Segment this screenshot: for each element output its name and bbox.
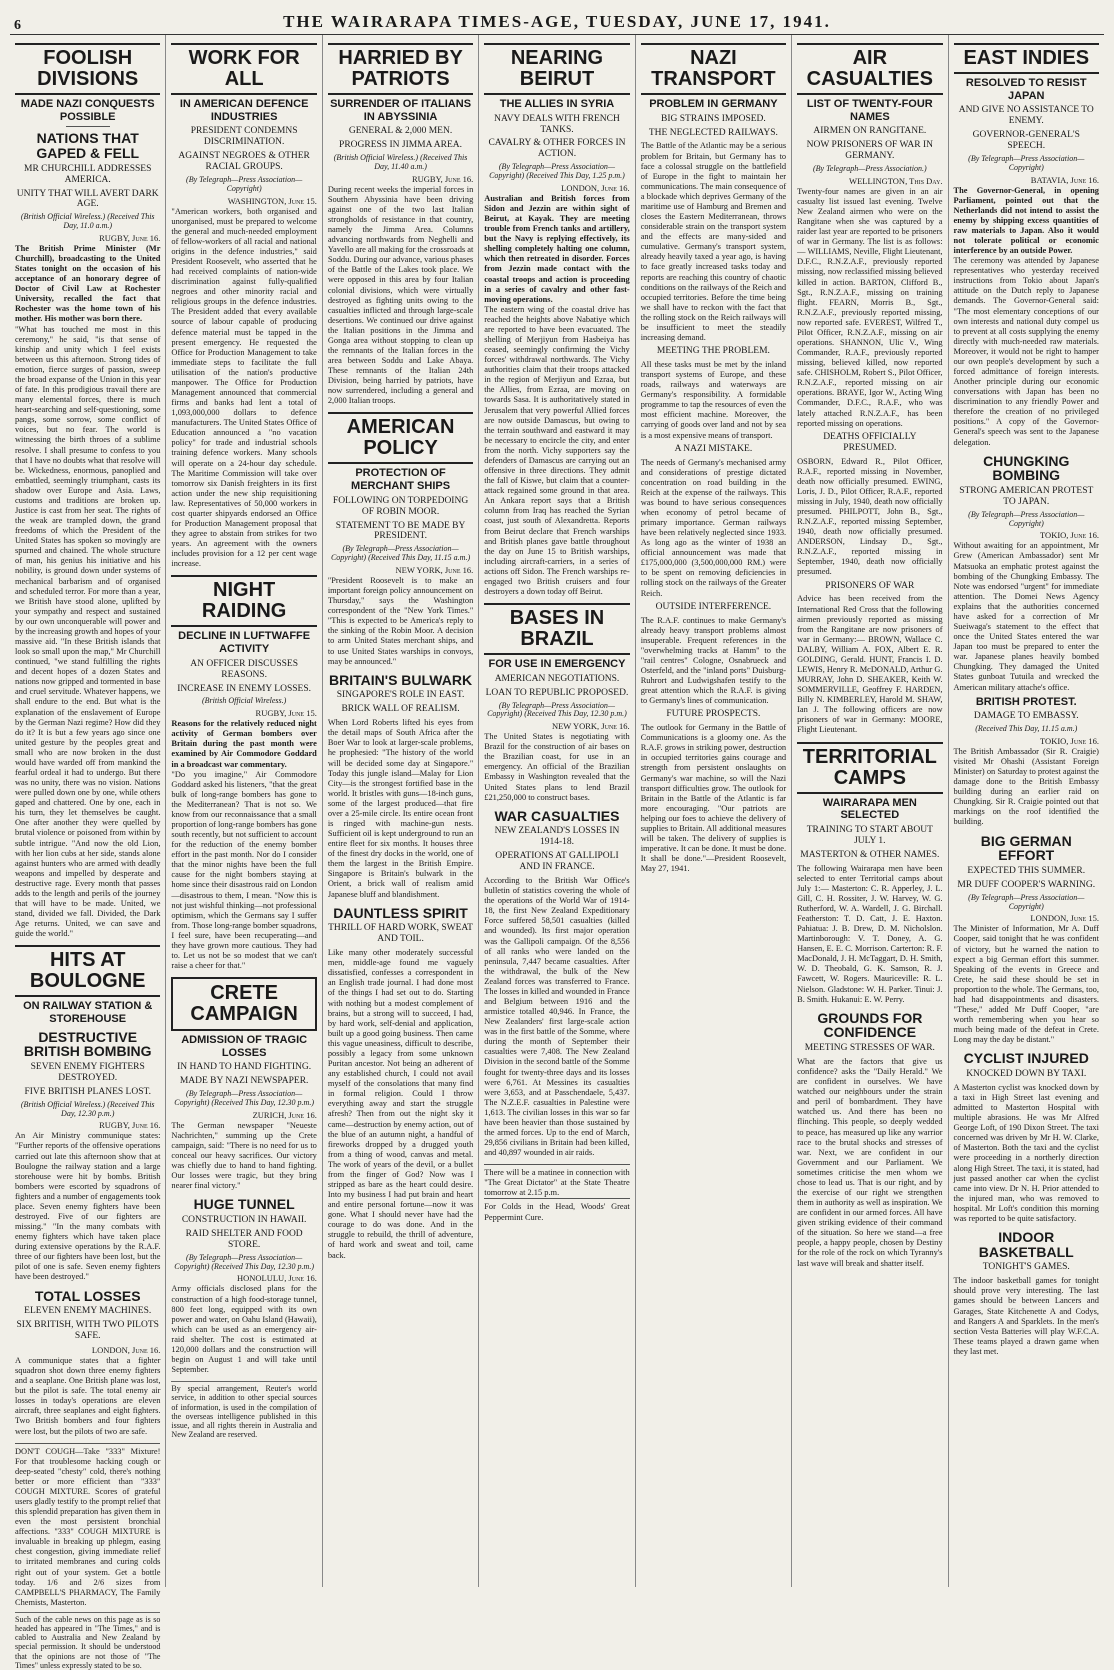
- dateline: HONOLULU, June 16.: [236, 1273, 317, 1284]
- section-heading: DEATHS OFFICIALLY PRESUMED.: [823, 431, 917, 453]
- headline: WAR CASUALTIES: [494, 807, 620, 824]
- subheadline: TRAINING TO START ABOUT JULY 1.: [806, 824, 933, 846]
- headline: AMERICAN POLICY: [328, 412, 473, 464]
- subheadline: TONIGHT'S GAMES.: [982, 1262, 1070, 1273]
- subheadline: GOVERNOR-GENERAL'S SPEECH.: [972, 130, 1080, 152]
- headline: NIGHT RAIDING: [171, 575, 316, 627]
- dateline: RUGBY, June 16.: [99, 232, 161, 243]
- subheadline: FIVE BRITISH PLANES LOST.: [24, 1086, 151, 1097]
- subheadline: AIRMEN ON RANGITANE.: [813, 126, 927, 137]
- article-night-raiding: [171, 575, 316, 971]
- subheadline: CAVALRY & OTHER FORCES IN ACTION.: [488, 138, 626, 160]
- article-harried-by-patriots: [328, 43, 473, 406]
- section-heading: A NAZI MISTAKE.: [674, 443, 753, 454]
- column-3: [323, 35, 479, 1587]
- dateline: ZURICH, June 16.: [252, 1109, 317, 1120]
- headline: CHUNGKING BOMBING: [983, 452, 1070, 484]
- article-body: The following Wairarapa men have been selected to enter Territorial camps about July 1:— Masterton: C. R. Apperley, J. L. Gill, C. H. Rossiter, J. W. Harvey, W. G. Rutherford, W. A. Wardell, J. G. Birchall. Featherston: T. D. Catt, J. E. Haxton. Pahiatua: J. B. Drew, D. M. Nicholslon. Martinborough: V. T. Doney, A. G. Hansen, E. E. C. Morrison. Carterton: R. F. MacDonald, J. H. McTaggart, D. H. Smith, W. D. Theobald, G. K. Samson, R. J. Fawcett, W. Rogers. Mauriceville: R. L. Nielson. Gladstone: W. H. Parker. Tinui: J. B. Smith. Hukanui: E. W. Perry.: [797, 863, 943, 1004]
- article-huge-tunnel: [171, 1197, 316, 1375]
- credit-line: (By Telegraph—Press Association—Copyright) (Received This Day, 12.30 p.m.): [487, 700, 627, 719]
- column-2: [166, 35, 322, 1587]
- subheadline: PROTECTION OF MERCHANT SHIPS: [351, 467, 451, 493]
- article-cyclist-injured: [954, 1051, 1099, 1224]
- credit-line: (British Official Wireless.): [201, 696, 287, 706]
- dateline: WASHINGTON, June 15.: [227, 195, 317, 206]
- dateline: BATAVIA, June 16.: [1030, 174, 1099, 185]
- advertisement: For Colds in the Head, Woods' Great Peppermint Cure.: [484, 1198, 629, 1222]
- article-body: "American workers, both organised and unorganised, must be prepared to welcome the general and much-needed employment of fellow-workers of all racial and national origins in the defence industries," said President Roosevelt, who asserted that he had received complaints of nation-wide discrimination against fully-qualified negroes and other minority racial and religious groups in the defence industries. The President added that every available source of labour capable of producing defence material must be tapped in the present emergency. He requested the Office for Production Management to take immediate steps to facilitate the full utilisation of the nation's productive manpower. The Office for Production Management announced that commercial firms and banks had lent a total of 1,093,000,000 dollars to defence manufacturers. The United States Office of Education announced a "no vacation policy" for trade and industrial schools training defence workers. Many schools will operate on a 24-hour day schedule. The Maritime Commission will take over tomorrow six Danish freighters in its first action under the new ship requisitioning law. Representatives of 50,000 workers in cost quarter shipyards endorsed an Office for Production Management proposal that they agree to abstain from strikes for two years. An agreement with the owners includes provision for a 12 per cent wage increase.: [171, 206, 317, 569]
- article-body: Like many other moderately successful men, middle-age found me vaguely dissatisfied, confesses a correspondent in an English trade journal. I had done most of the things I had set out to do. Starting with nothing but a modest complement of brains, but a strong will to succeed, I had, by hard work, self-denial and application, built up a good going business. Then came this vague uneasiness, difficult to describe, possibly a legacy from some unknown Puritan ancestor. Not being an adherent of any established church, I could not avail myself of the consolations that many find in formal religion. Could I throw everything away and start the struggle afresh? Then from out the night sky it came—destruction by enemy action, out of the blue of an autumn night, a handful of fireworks dropped by a drugged youth from a thing of wood, canvas and metal. The work of years of the devil, or a bullet from the finger of God? Now was I stripped as bare as the heart could desire. Into my business I had put brain and heart and entire personal fortune—now it was gone. What I should never have had the courage to do was done. And in the struggle to rebuild, the thrill of adventure, of hard work and sweat and toil, came back.: [327, 948, 474, 1260]
- subheadline: ON RAILWAY STATION & STOREHOUSE: [23, 1000, 153, 1025]
- subheadline: KNOCKED DOWN BY TAXI.: [966, 1069, 1087, 1079]
- credit-line: (By Telegraph—Press Association—Copyright): [968, 153, 1085, 172]
- subheadline: RAID SHELTER AND FOOD STORE.: [185, 1229, 303, 1250]
- article-body: All these tasks must be met by the inland transport systems of Europe, and these roads, railways and waterways are Germany's responsibility. A formidable programme to tap the resources of even the most efficient machine. Moreover, the carrying of goods over land and not by sea is a most expensive means of transport.: [640, 359, 787, 440]
- dateline: NEW YORK, June 16.: [551, 721, 630, 732]
- dateline: WELLINGTON, This Day.: [849, 175, 943, 186]
- article-total-losses: [15, 1289, 160, 1437]
- headline: BIG GERMAN EFFORT: [980, 832, 1072, 864]
- newspaper-title: THE WAIRARAPA TIMES-AGE, TUESDAY, JUNE 17, 1941.: [283, 12, 831, 31]
- subheadline: MADE NAZI CONQUESTS POSSIBLE: [20, 98, 155, 123]
- subheadline: BIG STRAINS IMPOSED.: [661, 113, 766, 124]
- subheadline: AND GIVE NO ASSISTANCE TO ENEMY.: [958, 105, 1094, 127]
- dateline: LONDON, June 16.: [561, 182, 630, 193]
- headline: INDOOR BASKETBALL: [978, 1229, 1074, 1260]
- article-body: Twenty-four names are given in an air casualty list issued last evening. Twelve New Zealand airmen who were on the Rangitane when she was captured by a raider last year are reported to be prisoners of war in Germany. The list is as follows:— WILLIAMS, Neville, Flight Lieutenant, D.F.C., R.N.Z.A.F., previously reported missing, now reclassified missing believed killed in action. BARTON, Clifford B., Sgt., R.N.Z.A.F., missing on training flight. FEARN, Morris B., Sgt., R.N.Z.A.F., previously reported missing, now reported safe. EVEREST, Wilfred T., Pilot Officer, R.N.Z.A.F., missing on air operations. SHANNON, Ulic V., Wing Commander, R.A.F., previously reported missing, believed killed, now reported safe. CHISHOLM, Robert S., Pilot Officer, R.N.Z.A.F., reported missing on air operations. BRAYE, Igor W., Acting Wing Commander, D.F.C., R.A.F., who was lately attached R.N.Z.A.F., has been reported missing on operations.: [797, 186, 943, 428]
- credit-line: (British Official Wireless.) (Received This Day, 11.0 a.m.): [20, 212, 155, 231]
- subheadline: STRONG AMERICAN PROTEST TO JAPAN.: [959, 485, 1094, 507]
- headline: HARRIED BY PATRIOTS: [328, 43, 473, 95]
- subheadline: INCREASE IN ENEMY LOSSES.: [177, 683, 311, 694]
- subheadline: DECLINE IN LUFTWAFFE ACTIVITY: [178, 630, 311, 656]
- headline: WORK FOR ALL: [171, 43, 316, 95]
- article-nazi-transport: [641, 43, 786, 874]
- article-hits-at-boulogne: [15, 945, 160, 1282]
- article-indoor-basketball: [954, 1230, 1099, 1357]
- article-lead: Reasons for the relatively reduced night activity of German bombers over Britain during the past month were examined by Air Commodore Goddard in a broadcast war commentary.: [171, 719, 317, 769]
- subheadline: THE NEGLECTED RAILWAYS.: [648, 127, 778, 138]
- subheadline: STATEMENT TO BE MADE BY PRESIDENT.: [335, 520, 466, 542]
- column-5: [636, 35, 792, 1587]
- columns: [10, 35, 1104, 1670]
- subheadline: MR DUFF COOPER'S WARNING.: [957, 879, 1096, 890]
- copyright-note: By special arrangement, Reuter's world service, in addition to other special sources of information, is used in the compilation of the overseas intelligence published in this issue, and all rights therein in Australia and New Zealand are reserved.: [171, 1381, 316, 1439]
- subheadline: DAMAGE TO EMBASSY.: [973, 711, 1079, 722]
- headline: CRETE CAMPAIGN: [171, 977, 316, 1031]
- section-heading: FUTURE PROSPECTS.: [666, 709, 761, 720]
- subheadline: PRESIDENT CONDEMNS DISCRIMINATION.: [190, 126, 298, 148]
- subheadline: UNITY THAT WILL AVERT DARK AGE.: [16, 188, 159, 210]
- headline: HUGE TUNNEL: [193, 1196, 295, 1213]
- article-body: "Do you imagine," Air Commodore Goddard asked his listeners, "that the great bulk of long-range bombers has gone to the Mediterranean? That is not so. We know from our reconnaissance that a small proportion of long-range bombers has gone south recently, but not sufficient to account for the reduction of the enemy bomber effort in the past month. Nor do I consider that the minor nights have been the full cause for the night bombers staying at home since their disastrous raid on London—disastrous to them, I mean. "Now this is not just wishful thinking—not professional optimism, which the Germans say I suffer from. Those long-range bomber squadrons, I feel sure, have been recuperating—and they have grown more cautious. They had to. Let us not be so modest that we can't raise a cheer for that.": [171, 769, 317, 971]
- article-bases-in-brazil: [484, 603, 629, 803]
- subheadline: FOLLOWING ON TORPEDOING OF ROBIN MOOR.: [332, 495, 469, 517]
- divider: [66, 126, 110, 127]
- article-body: The Battle of the Atlantic may be a serious problem for Britain, but Germany has to face a colossal struggle on the battlefield of Europe in the fight to maintain her communications. The main consequence of a blockade which deprives Germany of the maritime use of Hamburg and Bremen and closes the Eastern Mediterranean, throws considerable strain on the transport system and the effects are many-sided and cumulative. Germany's transport system, already heavily taxed a year ago, is having to face greatly increased tasks today and reports are reaching this country of chaotic conditions on the railways of the Reich and occupied territories. Before the time being we shall have to reckon with the fact that the rolling stock on the Reich railways will be insufficient to meet the steadily increasing demand.: [640, 141, 787, 342]
- headline: TOTAL LOSSES: [34, 1287, 141, 1304]
- headline: TERRITORIAL CAMPS: [797, 742, 942, 794]
- article-body: A communique states that a fighter squadron shot down three enemy fighters and a seaplane. One British plane was lost, but the pilot is safe. The total enemy air losses in today's operations are eleven aircraft, three seaplanes and eight fighters. Two British bombers and four fighters were lost, but the pilots of two are safe.: [15, 1355, 161, 1436]
- subheadline: AN OFFICER DISCUSSES REASONS.: [190, 658, 298, 680]
- subheadline: RESOLVED TO RESIST JAPAN: [965, 77, 1087, 102]
- column-1: [10, 35, 166, 1670]
- headline: GROUNDS FOR CONFIDENCE: [817, 1009, 923, 1041]
- subheadline: ADMISSION OF TRAGIC LOSSES: [181, 1034, 308, 1059]
- credit-line: (British Official Wireless.) (Received This Day, 11.40 a.m.): [333, 153, 468, 171]
- article-body: Army officials disclosed plans for the construction of a high food-storage tunnel, 800 feet long, equipped with its own power and water, on Oahu Island (Hawaii), which can be used as an emergency air-raid shelter. The cost is estimated at 120,000 dollars and the construction will begin on August 1 and will take until September.: [171, 1284, 317, 1375]
- article-body: The R.A.F. continues to make Germany's already heavy transport problems almost insuperable. Frequent references in the "overwhelming tracks at Hamm" to the "rail centres" Cologne, Osnabrueck and Osterfeld, and the "inland ports" Duisburg-Ruhrort and Ludwigshafen testify to the great attention which the R.A.F. is giving to Germany's lines of communication.: [640, 615, 787, 706]
- dateline: RUGBY, June 16.: [99, 1120, 161, 1131]
- article-body: What are the factors that give us confidence? asks the "Daily Herald." We are confident in ourselves. We have watched our neighbours under the strain and peril of bombardment. They have watched us. And there has been no flinching. This people, so deeply wedded to peace, has measured up like any warrior race to the brutal shocks and stresses of war. Next, we are confident in our Government and our Parliament. We sometimes criticise the men whom we chose to lead us. That is our right, and by the exercise of our right we strengthen them in authority as well as inspiration. We are confident in our armed forces. All have given striking evidence of their command of the situation. So here we stand—a free people, a happy people, chosen by Destiny for the role of the rock on which Tyranny's last wave will break and shatter itself.: [797, 1056, 943, 1268]
- credit-line: (By Telegraph—Press Association—Copyright) (Received This Day, 12.30 p.m.): [174, 1252, 314, 1271]
- notice: There will be a matinee in connection with "The Great Dictator" at the State Theatre tomorrow at 2.15 p.m.: [484, 1164, 629, 1198]
- credit-line: (Received This Day, 11.15 a.m.): [975, 724, 1078, 734]
- article-body: The United States is negotiating with Brazil for the construction of air bases on the Brazilian coast, for use in an emergency. An official of the Brazilian Embassy in Washington revealed that the United States plans to lend Brazil £21,250,000 to construct bases.: [484, 732, 630, 802]
- article-east-indies: [954, 43, 1099, 448]
- credit-line: (By Telegraph—Press Association—Copyright) (Received This Day, 12.30 p.m.): [174, 1089, 314, 1108]
- subheadline: MADE BY NAZI NEWSPAPER.: [179, 1076, 309, 1087]
- subheadline: WAIRARAPA MEN SELECTED: [822, 796, 917, 822]
- subheadline: CONSTRUCTION IN HAWAII.: [181, 1215, 307, 1226]
- article-lead: The British Prime Minister (Mr Churchill), broadcasting to the United States tonight on the occasion of his acceptance of an honorary degree of Doctor of Civil Law at Rochester University, recalled the fact that Rochester was the home town of his mother. His mother was born there.: [15, 243, 161, 324]
- section-heading: MEETING THE PROBLEM.: [656, 346, 770, 357]
- subheadline: NOW PRISONERS OF WAR IN GERMANY.: [806, 140, 933, 162]
- credit-line: (By Telegraph—Press Association—Copyright): [186, 174, 303, 193]
- article-big-german-effort: [954, 834, 1099, 1046]
- subheadline: IN HAND TO HAND FIGHTING.: [177, 1062, 312, 1073]
- article-body: The ceremony was attended by Japanese representatives who yesterday received instructions from Tokio about Japan's attitude on the Dutch reply to Japanese demands. The Governor-General said: "The most elementary conceptions of our own interests and national duty compel us to prevent at all costs supplying the enemy directly with much-needed raw materials. Moreover, it would not be right to hamper our own people's development by such a forced admittance of foreign interests. Another principle during our economic conversations with Japan has been no discrimination to any friendly Power and therefore the creation of no privileged positions." A copy of the Governor-General's speech was sent to the Japanese delegation.: [953, 256, 1099, 447]
- subheadline: NATIONS THAT GAPED & FELL: [36, 130, 140, 161]
- subheadline: PROBLEM IN GERMANY: [649, 98, 778, 110]
- headline: FOOLISH DIVISIONS: [15, 43, 160, 95]
- article-body: A Masterton cyclist was knocked down by a taxi in High Street last evening and admitted to Masterton Hospital with multiple abrasions. He was Mr Alfred George Loft, of 190 Dixon Street. The taxi concerned was driven by Mr H. W. Clarke, of Masterton. Both the taxi and the cyclist were proceeding in a northerly direction along High Street. The taxi, it is stated, had just passed another car when the cyclist came into view. Dr N. H. Prior attended to the injured man, who was removed to hospital. Mr Loft's condition this morning was reported to be quite satisfactory.: [953, 1082, 1099, 1223]
- article-body: The German newspaper "Neueste Nachrichten," summing up the Crete campaign, said: "There is no need for us to conceal our heavy sacrifices. Our victory was chiefly due to hand to hand fighting. Our losses were tragic, but they bring nearer final victory.": [171, 1120, 317, 1191]
- article-body: "President Roosevelt is to make an important foreign policy announcement on Thursday," says the Washington correspondent of the "New York Times." "This is expected to be America's reply to the sinking of the Robin Moor. A decision to arm United States merchant ships, and to use United States warships in convoys, may be announced.": [327, 576, 474, 666]
- headline: NAZI TRANSPORT: [641, 43, 786, 95]
- headline: AIR CASUALTIES: [797, 43, 942, 95]
- subheadline: THE ALLIES IN SYRIA: [499, 98, 615, 110]
- dateline: TOKIO, June 16.: [1040, 530, 1099, 541]
- article-body: During recent weeks the imperial forces in Southern Abyssinia have been driving against one of the two last Italian strongholds of resistance in that country, namely the Jimma Area. Columns advancing northwards from Neghelli and Yavello are all making for the crossroads at Soddu. During our advance, various phases of the Battle of the Lakes took place. We were opposed in this area by four Italian colonial divisions, which were virtually destroyed as fighting units owing to the casualties inflicted and through large-scale desertions. We continued our drive against the Italian positions in the Jimma and Gonga area without stopping to clean up the remnants of the Italian forces in the area between Soddu and Lake Abaya. These remnants of the Italian 24th Division, being harried by patriots, have now surrendered, including a general and 2,000 Italian troops.: [327, 184, 474, 406]
- credit-line: (British Official Wireless.) (Received This Day, 12.30 p.m.): [20, 1099, 155, 1118]
- subheadline: LIST OF TWENTY-FOUR NAMES: [806, 98, 933, 123]
- article-territorial-camps: [797, 742, 942, 1005]
- article-dauntless-spirit: [328, 906, 473, 1261]
- dateline: RUGBY, June 15.: [255, 708, 317, 719]
- article-body: According to the British War Office's bulletin of statistics covering the whole of the operations of the World War of 1914-18, the first New Zealand Expeditionary Force suffered 58,501 casualties (killed and wounded). Its first major operation was the Gallipoli campaign. Of the 8,556 of all ranks who were landed on the peninsula, 7,447 became casualties. After the withdrawal, the bulk of the New Zealand forces was transferred to France. The losses in killed and wounded in France and Belgium between 1916 and the armistice totalled 40,946. In France, the New Zealanders' first large-scale action was in the first battle of the Somme, where during the month of September their casualties were 7,408. The New Zealand Division in the second battle of the Somme fought for twenty-three days and its losses were 6,761. At Messines its casualties were 3,653, and at Passchendaele, 5,437. The N.Z.E.F. casualties in Palestine were 1,613. The civilian losses in this war so far have been heavier than those sustained by the armed forces. Up to the end of March, 29,856 civilians in Britain had been killed, and 40,897 wounded in air raids.: [484, 876, 630, 1158]
- article-foolish-divisions: [15, 43, 160, 939]
- headline: CYCLIST INJURED: [963, 1050, 1089, 1067]
- subheadline: MR CHURCHILL ADDRESSES AMERICA.: [24, 163, 152, 185]
- column-6: [792, 35, 948, 1587]
- article-body: An Air Ministry communique states: "Further reports of the offensive operations carried out late this afternoon show that at Boulogne the railway station and a large storehouse were hit by bombs. British bombers were escorted by squadrons of fighters and a number of engagements took place. Seven enemy fighters have been destroyed. Five of our fighters are missing." "In the many combats with enemy fighters which have taken place during extensive operations by the R.A.F. three of our fighters have been lost, but the pilot of one is safe. Seven enemy fighters have been destroyed.": [15, 1131, 161, 1282]
- article-britains-bulwark: [328, 673, 473, 900]
- subheadline: SINGAPORE'S ROLE IN EAST.: [336, 690, 465, 701]
- article-body: When Lord Roberts lifted his eyes from the detail maps of South Africa after the Boer War to look at larger-scale problems, he prophesied: "The history of the world will be decided some day at Singapore." Today this jungle island—Malay for Lion City—is the strongest fortified base in the world. It bristles with guns—18-inch guns, some of the largest produced—that fire over a 25-mile circle. Its entire ocean front is ringed with machine-gun nests. Sufficient oil is kept underground to run an entire fleet for six months. It houses three of the finest dry docks in the world, one of them the largest in the British Empire. Singapore is Britain's bulwark in the Orient, a brick wall of realism amid Japanese bluff and blandishment.: [327, 718, 474, 899]
- headline: BASES IN BRAZIL: [484, 603, 629, 655]
- article-air-casualties: [797, 43, 942, 736]
- masthead: [10, 0, 1104, 35]
- column-7: [949, 35, 1104, 1587]
- dateline: RUGBY, June 16.: [411, 173, 474, 184]
- article-body: The outlook for Germany in the Battle of Communications is a gloomy one. As the R.A.F. grows in striking power, destruction in occupied territories gains courage and strength from persistent onslaughts on Germany's war machine, so will the Nazi transport difficulties grow. The outlook for Britain in the Battle of the Atlantic is far more encouraging. "Our patriots are helping our foes to achieve the delivery of supplies to Britain. All additional measures will be taken. The delivery of supplies is imperative. It can be done. It must be done. It shall be done."—President Roosevelt, May 27, 1941.: [640, 723, 787, 874]
- subheadline: SEVEN ENEMY FIGHTERS DESTROYED.: [30, 1061, 145, 1083]
- subheadline: SURRENDER OF ITALIANS IN ABYSSINIA: [330, 98, 472, 123]
- subheadline: MASTERTON & OTHER NAMES.: [800, 849, 940, 860]
- subheadline: IN AMERICAN DEFENCE INDUSTRIES: [179, 98, 309, 123]
- headline: EAST INDIES: [954, 43, 1099, 74]
- copyright-note: Such of the cable news on this page as is so headed has appeared in "The Times," and is cabled to Australia and New Zealand by special permission. It should be understood that the opinions are not those of "The Times" unless expressly stated to be so.: [15, 1612, 160, 1670]
- subheadline: AGAINST NEGROES & OTHER RACIAL GROUPS.: [178, 151, 310, 173]
- headline: HITS AT BOULOGNE: [15, 945, 160, 997]
- article-work-for-all: [171, 43, 316, 569]
- subheadline: NEW ZEALAND'S LOSSES IN 1914-18.: [494, 826, 620, 848]
- column-4: [479, 35, 635, 1587]
- article-crete-campaign: [171, 977, 316, 1191]
- article-nearing-beirut: [484, 43, 629, 597]
- subheadline: BRICK WALL OF REALISM.: [341, 704, 460, 715]
- article-body: The eastern wing of the coastal drive has reached the heights above Nabatiye which are reported to have been evacuated. The shelling of Merjiyun from Hasbeiya has ceased, seemingly confirming the Vichy forces' withdrawal northwards. The Vichy authorities claim that their troops attacked in the region of Merjiyun and Ezraa, but the Allies, from Ezraa, are moving on towards Sasa. It is authoritatively stated in Jerusalem that very powerful Allied forces are now outside Damascus, but owing to the terrain southward and eastward it may be necessary to encircle the city, and enter from the north. Vichy supporters say the defenders of Damascus are carrying out an offensive in three directions. They admit the fall of Kiswe, but claim that a counter-attack regained some ground in that area. An Ankara report says that a British column from Iraq has reached the Syrian coast, just south of Alexandretta. Reports from Beirut declare that French warships and British planes gave battle throughout the day on June 15 to British warships, including aircraft-carriers, in a series of actions off Sidon. The French warships re-engaged two British cruisers and four destroyers a down today off Beirut.: [484, 304, 630, 596]
- subheadline: EXPECTED THIS SUMMER.: [967, 865, 1086, 876]
- article-war-casualties: [484, 809, 629, 1159]
- dateline: NEW YORK, June 16.: [395, 565, 474, 575]
- article-american-policy: [328, 412, 473, 666]
- subheadline: SIX BRITISH, WITH TWO PILOTS SAFE.: [16, 1320, 159, 1342]
- article-body: Without awaiting for an appointment, Mr Grew (American Ambassador) sent Mr Matsuoka an emphatic protest against the bombing of the Chungking Embassy. The Note was endorsed "urgent" for immediate attention. The Domei News Agency explains that the authorities concerned have asked for a correction of Mr Sueiwaga's statement to the effect that once the United States entered the war Japan too must be prepared to enter the war. Japanese planes heavily bombed Chungking. They damaged the United States gunboat Tutuila and wrecked the American military attache's office.: [953, 541, 1099, 692]
- section-heading: OUTSIDE INTERFERENCE.: [655, 601, 772, 612]
- article-body: "What has touched me most in this ceremony," he said, "is that sense of kinship and unity which I feel exists between us this afternoon. Strong tides of emotion, fierce surges of passion, sweep the broad expanse of the Union in this year of fate. In this prodigious travail there are many elemental forces, there is much heart-searching and self-questioning, some pangs, some sorrow, some conflict of voices, but no fear. The world is witnessing the birth throes of a sublime resolve. I shall presume to confess to you that I have no doubts what that resolve will be. Wickedness, enormous, panoplied and embattled, seemingly triumphant, casts its shadow over Europe and Asia. Laws, customs and traditions are broken up. Justice is cast from her seat. The rights of the weak are trampled down, the grand freedoms of which the President of the United States has spoken so movingly are spurned and chained. The whole structure of man, his genius his initiative and his nobility, is ground down under systems of mechanical barbarism and of organised and scheduled terror. For more than a year, we British have stood alone, uplifted by your sympathy and respect and sustained by our own unconquerable will power and by the increasing growth and hopes of your massive aid. "In these British islands that look so small upon the map," Mr Churchill continued, "we stand fulfilling the rights and decent hopes of a dozen States and nations now gripped and tormented in base and cruel servitude. Whatever happens, we shall endure to the end. But what is the explanation of the enslavement of Europe by the German Nazi regime? How did they do it? It is but a few years ago since one united gesture by the peoples great and small who are now broken in the dust would have warded off from mankind the fearful ordeal it had to undergo. But there was no unity, there was no vision. Nations were pulled down one by one, while others gaped and chattered. One by one, each in his turn, they let themselves be caught. One after another they were quelled by brutal violence or poisoned from within by subtle intrigue. "And now the old Lion, with her lion cubs at her side, stands alone against hunters who are armed with deadly weapons and impelled by desperate and destructive rage. Every month that passes adds to the length and perils of the journey that will have to be made. United, we stand, divided we fall. Divided, the Dark Age returns. United, we can save and guide the world.": [15, 324, 161, 939]
- subheadline: OPERATIONS AT GALLIPOLI AND IN FRANCE.: [495, 851, 619, 873]
- subheadline: BRITISH PROTEST.: [975, 695, 1077, 708]
- article-body: The needs of Germany's mechanised army and considerations of prestige dictated concentration on road building in the Reich at the expense of the railways. This was bound to have serious consequences when economy of petrol became of primary importance. German railways have been relatively neglected since 1933. As long ago as the winter of 1938 an official announcement was made that £175,000,000 (3,500,000,000 RM.) were to be spent on removing deficiencies in rolling stock on the railways of the Greater Reich.: [640, 457, 787, 598]
- article-lead: Australian and British forces from Sidon and Jezzin are within sight of Beirut, at Kayak. They are meeting trouble from French tanks and artillery, but the Navy is replying effectively, its shelling completely halting one column, which then retreated in disorder. Forces from Jezzin made contact with the coastal troops and action is proceeding in a series of cavalry and other fast-moving operations.: [484, 193, 630, 304]
- dateline: TOKIO, June 16.: [1040, 735, 1099, 746]
- dateline: LONDON, June 16.: [91, 1344, 161, 1355]
- subheadline: DESTRUCTIVE BRITISH BOMBING: [23, 1028, 152, 1060]
- credit-line: (By Telegraph—Press Association—Copyright) (Received This Day, 1.25 p.m.): [489, 162, 625, 181]
- subheadline: GENERAL & 2,000 MEN.: [348, 126, 453, 137]
- credit-line: (By Telegraph—Press Association—Copyright) (Received This Day, 11.15 a.m.): [330, 544, 471, 563]
- advertisement: DON'T COUGH—Take "333" Mixture! For that troublesome hacking cough or deep-seated "chesty" cold, there's nothing better or more efficient than "333" COUGH MIXTURE. Scores of grateful users gladly testify to the prompt relief that this splendid preparation has given them in even the most persistent bronchial affections. "333" COUGH MIXTURE is invaluable in breaking up phlegm, easing chest congestion, giving immediate relief to irritated membranes and curing colds right out of your system. Get a bottle today. 1/6 and 2/6 sizes from CAMPBELL'S PHARMACY, The Family Chemists, Masterton.: [15, 1443, 160, 1608]
- subheadline: NAVY DEALS WITH FRENCH TANKS.: [494, 113, 620, 135]
- subheadline: AMERICAN NEGOTIATIONS.: [494, 673, 620, 684]
- article-body: The British Ambassador (Sir R. Craigie) visited Mr Ohashi (Assistant Foreign Minister) on Saturday to protest against the damage done to the British Embassy building during an earlier raid on Chungking. Sir R. Craigie pointed out that markings on the roof identified the building.: [953, 746, 1099, 827]
- article-lead: The Governor-General, in opening Parliament, pointed out that the Netherlands did not intend to assist the enemy by shipping excess quantities of raw materials to Japan. Also it would not tolerate political or economic interference by an outside Power.: [953, 185, 1099, 256]
- subheadline: LOAN TO REPUBLIC PROPOSED.: [485, 687, 629, 698]
- page-number: 6: [14, 18, 21, 33]
- credit-line: (By Telegraph—Press Association—Copyright): [968, 509, 1085, 528]
- dateline: LONDON, June 15.: [1030, 913, 1099, 924]
- article-chungking-bombing: [954, 454, 1099, 828]
- article-body: OSBORN, Edward R., Pilot Officer, R.A.F., reported missing in November, death now officially presumed. EWING, Loris, J. D., Pilot Officer, R.A.F., reported missing in July, 1940, death now officially presumed. PHILPOTT, John B., Sgt., R.N.Z.A.F., reported missing September, 1940, death now officially presumed. ANDERSON, Lindsay D., Sgt., R.N.Z.A.F., reported missing in September, 1940, death now officially presumed.: [797, 456, 943, 577]
- subheadline: PROGRESS IN JIMMA AREA.: [339, 140, 463, 151]
- credit-line: (By Telegraph—Press Association—Copyright): [968, 892, 1085, 911]
- headline: DAUNTLESS SPIRIT: [333, 904, 468, 921]
- headline: NEARING BEIRUT: [484, 43, 629, 95]
- article-body: The indoor basketball games for tonight should prove very interesting. The last games should be between Lancers and Garages, State Kitchenette A and Codys, and Rangers A and Sparklets. In the men's section Vesta Batteries will play W.F.C.A. These teams played a drawn game when they last met.: [953, 1276, 1099, 1356]
- credit-line: (By Telegraph—Press Association.): [812, 164, 927, 174]
- section-heading: PRISONERS OF WAR: [825, 580, 915, 591]
- article-body: The Minister of Information, Mr A. Duff Cooper, said tonight that he was confident of victory, but he warned the nation to expect a big German effort this summer. Speaking of the events in Greece and Crete, he said these should be set in proportion to the whole. The Germans, too, had had disappointments and disasters. "These," added Mr Duff Cooper, "are worth remembering when you hear so much being made of the defeat in Crete. Long may the day be distant.": [953, 924, 1099, 1045]
- article-grounds-for-confidence: [797, 1011, 942, 1269]
- subheadline: MEETING STRESSES OF WAR.: [804, 1043, 935, 1054]
- subheadline: THRILL OF HARD WORK, SWEAT AND TOIL.: [328, 923, 473, 945]
- article-body: Advice has been received from the International Red Cross that the following airmen previously reported as missing from the Rangitane are now prisoners of war in Germany:— BROWN, Wallace C. DALBY, William A. FOX, Albert E. R. GOLDING, Gerald. HUNT, Francis I. D. LEWIS, Henry R. McDONALD, Arthur G. MURRAY, John D. SHEAKER, Keith W. SOMMERVILLE, Geoffrey F. HARDEN, Billy N. KIMBERLEY, Harold M. SHAW, Ian J. The following officers are now prisoners of war in Germany: MOORE, Flight Lieutenant.: [797, 594, 943, 735]
- subheadline: FOR USE IN EMERGENCY: [488, 658, 626, 671]
- headline: BRITAIN'S BULWARK: [329, 671, 473, 688]
- subheadline: ELEVEN ENEMY MACHINES.: [24, 1306, 152, 1317]
